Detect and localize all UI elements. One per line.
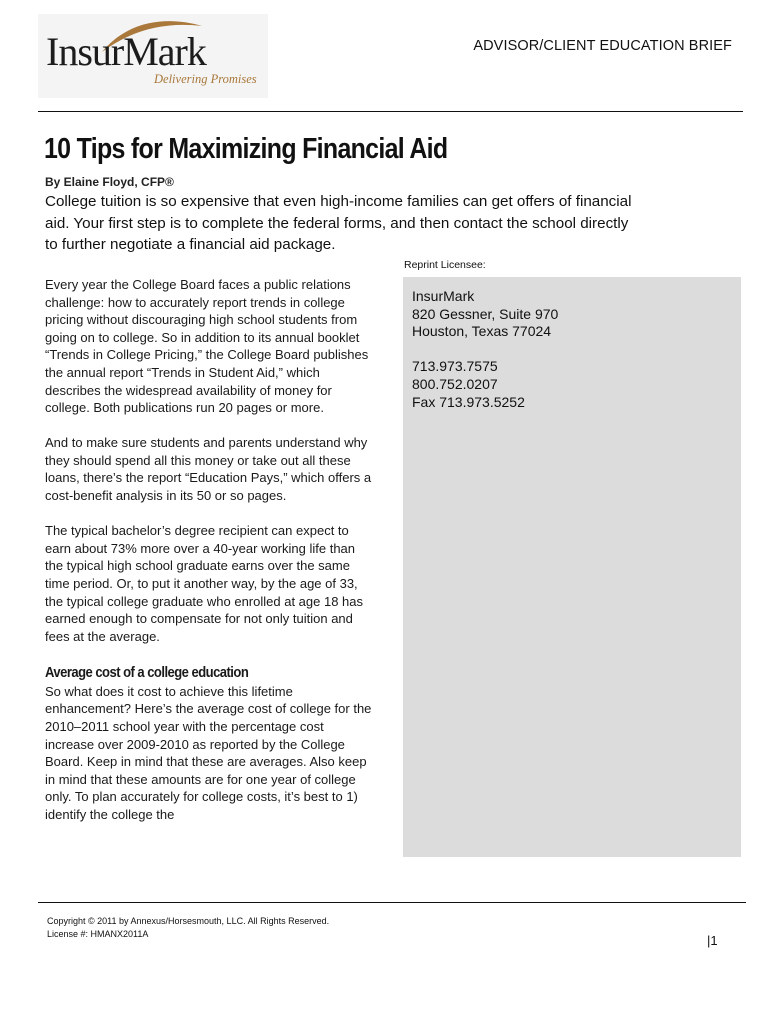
page-number: |1 [707,933,718,948]
copyright-text: Copyright © 2011 by Annexus/Horsesmouth, LLC. All Rights Reserved. [47,916,330,926]
header-divider [38,111,743,112]
body-paragraph: Every year the College Board faces a public relations challenge: how to accurately report trends in college pricing without discouraging high school students from going on to college. So in addition to its annual booklet “Trends in College Pricing,” the College Board publishes the annual report “Trends in Student Aid,” which describes the widespread availability of money for college. Both publications run 20 pages or more. [45,277,369,416]
licensee-label: Reprint Licensee: [404,259,486,271]
footer-divider [38,902,746,903]
byline: By Elaine Floyd, CFP® [45,175,174,189]
licensee-company: InsurMark [412,288,475,304]
licensee-address-line: Houston, Texas 77024 [412,323,552,340]
body-paragraph: So what does it cost to achieve this lifetime enhancement? Here’s the average cost of college for the 2010–2011 school year with the percentage cost increase over 2009-2010 as reported by the College Board. Keep in mind that these are averages. Also keep in mind that these amounts are for one year of college only. To plan accurately for college costs, it’s best to 1) identify the college the [45,683,372,822]
brief-label: ADVISOR/CLIENT EDUCATION BRIEF [473,38,732,54]
logo-name: InsurMark [46,29,206,74]
logo-tagline: Delivering Promises [154,72,257,86]
logo [38,14,268,98]
article-body [45,276,375,824]
intro-text: College tuition is so expensive that even high-income families can get offers of financial aid. Your first step is to complete the federal forms, and then contact the school directly to further negotiate a financial aid package. [45,193,632,253]
licensee-address-line: 820 Gessner, Suite 970 [412,305,559,322]
footer-copyright [47,915,329,940]
licensee-contact [412,288,558,411]
licensee-box [403,277,741,857]
licensee-fax: Fax 713.973.5252 [412,393,525,410]
licensee-phone: 713.973.7575 [412,358,498,375]
section-heading: Average cost of a college education [45,664,249,681]
license-number: License #: HMANX2011A [47,928,149,939]
body-paragraph: The typical bachelor’s degree recipient can expect to earn about 73% more over a 40-year working life than the typical high school graduate earns over the same time period. Or, to put it another way, by the age of 33, the typical college graduate who enrolled at age 18 has earned enough to compensate for not only tuition and fees at the average. [45,523,363,644]
body-paragraph: And to make sure students and parents understand why they should spend all this money or take out all these loans, there’s the report “Education Pays,” which offers a cost-benefit analysis in its 50 or so pages. [45,435,372,504]
licensee-phone: 800.752.0207 [412,375,498,392]
page-title: 10 Tips for Maximizing Financial Aid [44,133,448,165]
